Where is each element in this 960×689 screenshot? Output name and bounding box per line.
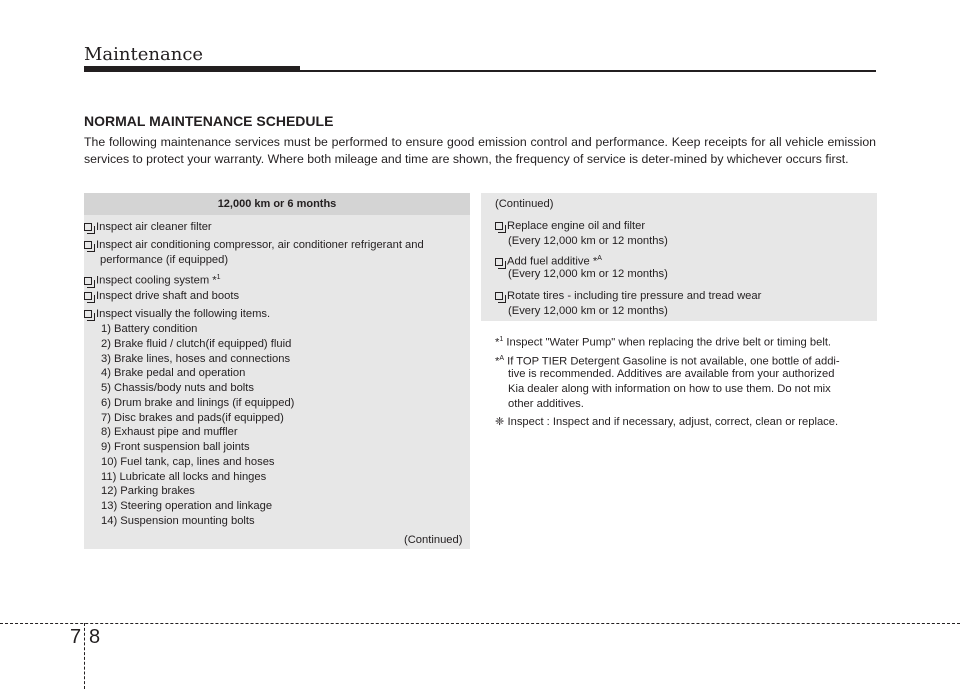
checklist-item-continuation: performance (if equipped): [100, 254, 229, 266]
sub-item: 1) Battery condition: [101, 323, 198, 335]
sub-item: 14) Suspension mounting bolts: [101, 515, 255, 527]
chapter-number: 7: [70, 626, 82, 648]
continued-label: (Continued): [404, 534, 463, 546]
checklist-item: Inspect air conditioning compressor, air conditioner refrigerant and: [84, 238, 424, 253]
sub-item: 13) Steering operation and linkage: [101, 500, 273, 512]
sub-item: 10) Fuel tank, cap, lines and hoses: [101, 456, 275, 468]
checkbox-icon: [84, 310, 92, 318]
sub-item: 9) Front suspension ball joints: [101, 441, 250, 453]
checklist-item: Replace engine oil and filter: [495, 219, 645, 234]
checklist-item: Rotate tires - including tire pressure and tread wear: [495, 289, 761, 304]
checklist-item: Inspect drive shaft and boots: [84, 289, 239, 304]
header-rule-thin: [300, 70, 876, 72]
sub-item: 6) Drum brake and linings (if equipped): [101, 397, 295, 409]
checklist-item: Add fuel additive *$^A$: [495, 252, 602, 269]
checkbox-icon: [84, 223, 92, 231]
intro-paragraph: The following maintenance services must be performed to ensure good emission control and performance. Keep receipts for all vehicle emission services to protect your warranty. Where both mileage and time are shown, the frequency of service is deter-mined by whichever occurs first.: [84, 135, 876, 166]
sub-item: 4) Brake pedal and operation: [101, 367, 246, 379]
checklist-item: Inspect visually the following items.: [84, 307, 270, 322]
checklist-item-continuation: (Every 12,000 km or 12 months): [508, 268, 668, 280]
footnote-a-line: tive is recommended. Additives are available from your authorized: [508, 368, 835, 380]
inspect-note: ❈ Inspect : Inspect and if necessary, adjust, correct, clean or replace.: [495, 416, 839, 428]
footer-dashed-rule: [0, 623, 960, 624]
sub-item: 11) Lubricate all locks and hinges: [101, 471, 267, 483]
page-number: 8: [89, 626, 101, 648]
checklist-item: Inspect cooling system *$^1$: [84, 271, 221, 288]
sub-item: 12) Parking brakes: [101, 485, 195, 497]
sub-item: 2) Brake fluid / clutch(if equipped) fluid: [101, 338, 292, 350]
checkbox-icon: [495, 258, 503, 266]
continued-label: (Continued): [495, 198, 554, 210]
sub-item: 5) Chassis/body nuts and bolts: [101, 382, 254, 394]
checkbox-icon: [84, 277, 92, 285]
footnote-a-line: other additives.: [508, 398, 584, 410]
page-header-title: Maintenance: [84, 44, 204, 65]
section-title: NORMAL MAINTENANCE SCHEDULE: [84, 113, 334, 129]
checkbox-icon: [84, 292, 92, 300]
footnote-a-line: Kia dealer along with information on how to use them. Do not mix: [508, 383, 831, 395]
interval-heading: 12,000 km or 6 months: [84, 193, 470, 215]
checkbox-icon: [495, 222, 503, 230]
checkbox-icon: [84, 241, 92, 249]
checklist-item-continuation: (Every 12,000 km or 12 months): [508, 235, 668, 247]
checklist-item-continuation: (Every 12,000 km or 12 months): [508, 305, 668, 317]
checkbox-icon: [495, 292, 503, 300]
sub-item: 8) Exhaust pipe and muffler: [101, 426, 238, 438]
footer-dashed-divider: [84, 623, 85, 689]
asterisk-flower-icon: ❈: [495, 416, 505, 428]
header-rule-thick: [84, 66, 300, 72]
footnote-1: *$^1$ Inspect "Water Pump" when replacing the drive belt or timing belt.: [495, 336, 832, 349]
sub-item: 7) Disc brakes and pads(if equipped): [101, 412, 284, 424]
footnote-a: *$^A$ If TOP TIER Detergent Gasoline is not available, one bottle of addi-: [495, 355, 840, 368]
sub-item: 3) Brake lines, hoses and connections: [101, 353, 291, 365]
checklist-item: Inspect air cleaner filter: [84, 220, 212, 235]
